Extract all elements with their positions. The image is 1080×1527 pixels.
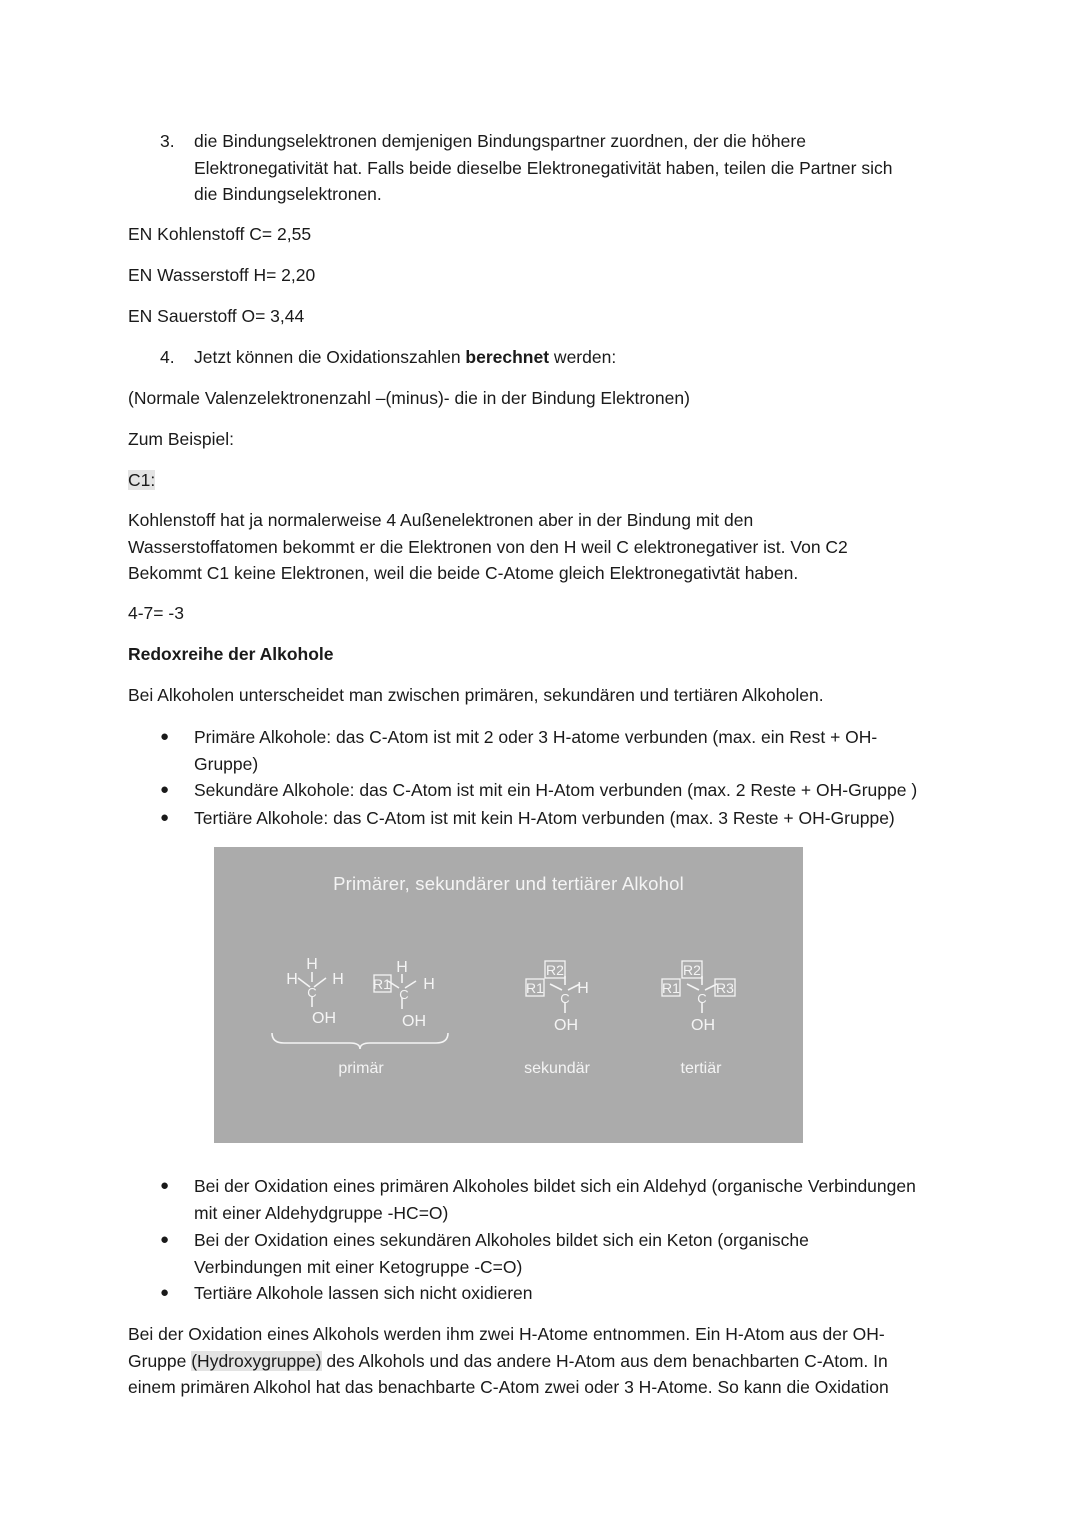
- paragraph-line: einem primären Alkohol hat das benachbarte C-Atom zwei oder 3 H-Atome. So kann die Oxidation: [128, 1377, 889, 1397]
- step3-text: [194, 128, 964, 208]
- step3-line: die Bindungselektronen.: [194, 184, 382, 204]
- bullet-dot: ●: [160, 1284, 170, 1301]
- step4-before: Jetzt können die Oxidationszahlen: [194, 347, 466, 367]
- list-line: Tertiäre Alkohole lassen sich nicht oxidieren: [194, 1283, 533, 1303]
- c1-explanation-line: Bekommt C1 keine Elektronen, weil die beide C-Atome gleich Elektronegativtät haben.: [128, 563, 799, 583]
- list-line: Primäre Alkohole: das C-Atom ist mit 2 oder 3 H-atome verbunden (max. ein Rest + OH-: [194, 727, 878, 747]
- alcohol-type-primary: [194, 724, 964, 777]
- section-heading: Redoxreihe der Alkohole: [128, 644, 334, 664]
- paragraph-line: Bei der Oxidation eines Alkohols werden ihm zwei H-Atome entnommen. Ein H-Atom aus der OH-: [128, 1324, 885, 1344]
- atom-c: C: [307, 985, 317, 1000]
- line2-after: des Alkohols und das andere H-Atom aus dem benachbarten C-Atom. In: [321, 1350, 888, 1371]
- bullet-dot: ●: [160, 781, 170, 798]
- step4-number: 4.: [160, 347, 175, 367]
- c1-explanation-line: Wasserstoffatomen bekommt er die Elektronen von den H weil C elektronegativer ist. Von C2: [128, 536, 848, 557]
- atom-r1: R1: [526, 980, 544, 996]
- oxidation-secondary: [194, 1227, 964, 1280]
- atom-c: C: [560, 991, 570, 1006]
- final-paragraph: [128, 1321, 948, 1401]
- label-tertiary: tertiär: [680, 1060, 722, 1077]
- atom-h: H: [332, 971, 344, 988]
- hydroxy-highlight: (Hydroxygruppe): [191, 1350, 322, 1371]
- figure-title: Primärer, sekundärer und tertiärer Alkohol: [333, 873, 684, 894]
- step4-after: werden:: [549, 347, 617, 367]
- atom-oh: OH: [402, 1013, 426, 1030]
- alcohol-figure: [214, 847, 803, 1143]
- alcohol-type-secondary: [194, 777, 964, 804]
- atom-r3: R3: [716, 980, 734, 996]
- example-label: Zum Beispiel:: [128, 429, 235, 449]
- en-oxygen: EN Sauerstoff O= 3,44: [128, 306, 305, 326]
- atom-r2: R2: [546, 962, 564, 978]
- atom-r1: R1: [373, 976, 391, 992]
- atom-h: H: [286, 971, 298, 988]
- label-primary: primär: [338, 1060, 384, 1077]
- calculation: 4-7= -3: [128, 603, 184, 623]
- paragraph-line: [128, 1348, 948, 1375]
- atom-labels: [286, 956, 734, 1034]
- label-secondary: sekundär: [524, 1060, 590, 1077]
- formula-note: (Normale Valenzelektronenzahl –(minus)- die in der Bindung Elektronen): [128, 388, 690, 408]
- list-line: Sekundäre Alkohole: das C-Atom ist mit ein H-Atom verbunden (max. 2 Reste + OH-Gruppe ): [194, 780, 918, 800]
- step3-line: die Bindungselektronen demjenigen Bindungspartner zuordnen, der die höhere: [194, 131, 806, 151]
- atom-oh: OH: [554, 1017, 578, 1034]
- line2-before: Gruppe: [128, 1350, 192, 1371]
- c1-label-text: C1:: [128, 470, 156, 490]
- list-line: Bei der Oxidation eines primären Alkoholes bildet sich ein Aldehyd (organische Verbindungen: [194, 1176, 916, 1196]
- en-hydrogen: EN Wasserstoff H= 2,20: [128, 265, 316, 285]
- atom-c: C: [399, 987, 409, 1002]
- atom-r2: R2: [683, 962, 701, 978]
- atom-oh: OH: [312, 1010, 336, 1027]
- oxidation-tertiary: [194, 1280, 964, 1307]
- atom-h: H: [396, 959, 408, 976]
- c1-label: [128, 467, 155, 493]
- bullet-dot: ●: [160, 1177, 170, 1194]
- bullet-dot: ●: [160, 1231, 170, 1248]
- figure-labels: [338, 1060, 722, 1077]
- list-line: Tertiäre Alkohole: das C-Atom ist mit kein H-Atom verbunden (max. 3 Reste + OH-Gruppe): [194, 808, 895, 828]
- c1-explanation-line: Kohlenstoff hat ja normalerweise 4 Außenelektronen aber in der Bindung mit den: [128, 510, 754, 530]
- atom-h: H: [306, 956, 318, 973]
- oxidation-primary: [194, 1173, 964, 1226]
- list-line: Gruppe): [194, 753, 259, 774]
- bullet-dot: ●: [160, 809, 170, 826]
- step4-bold: berechnet: [465, 347, 550, 367]
- step4-text: [194, 344, 964, 371]
- en-carbon: EN Kohlenstoff C= 2,55: [128, 224, 312, 244]
- list-line: mit einer Aldehydgruppe -HC=O): [194, 1202, 449, 1223]
- alcohol-structures-diagram: [214, 847, 803, 1143]
- list-line: Verbindungen mit einer Ketogruppe -C=O): [194, 1256, 523, 1277]
- alcohol-type-tertiary: [194, 805, 964, 832]
- intro-text: Bei Alkoholen unterscheidet man zwischen primären, sekundären und tertiären Alkoholen.: [128, 685, 824, 705]
- atom-h: H: [577, 980, 589, 997]
- atom-r1: R1: [662, 980, 680, 996]
- atom-c: C: [697, 991, 707, 1006]
- list-line: Bei der Oxidation eines sekundären Alkoholes bildet sich ein Keton (organische: [194, 1230, 809, 1250]
- bullet-dot: ●: [160, 728, 170, 745]
- atom-h: H: [423, 976, 435, 993]
- step3-line: Elektronegativität hat. Falls beide dieselbe Elektronegativität haben, teilen die Partner sich: [194, 157, 893, 178]
- step3-number: 3.: [160, 131, 175, 151]
- c1-explanation: [128, 507, 948, 587]
- atom-oh: OH: [691, 1017, 715, 1034]
